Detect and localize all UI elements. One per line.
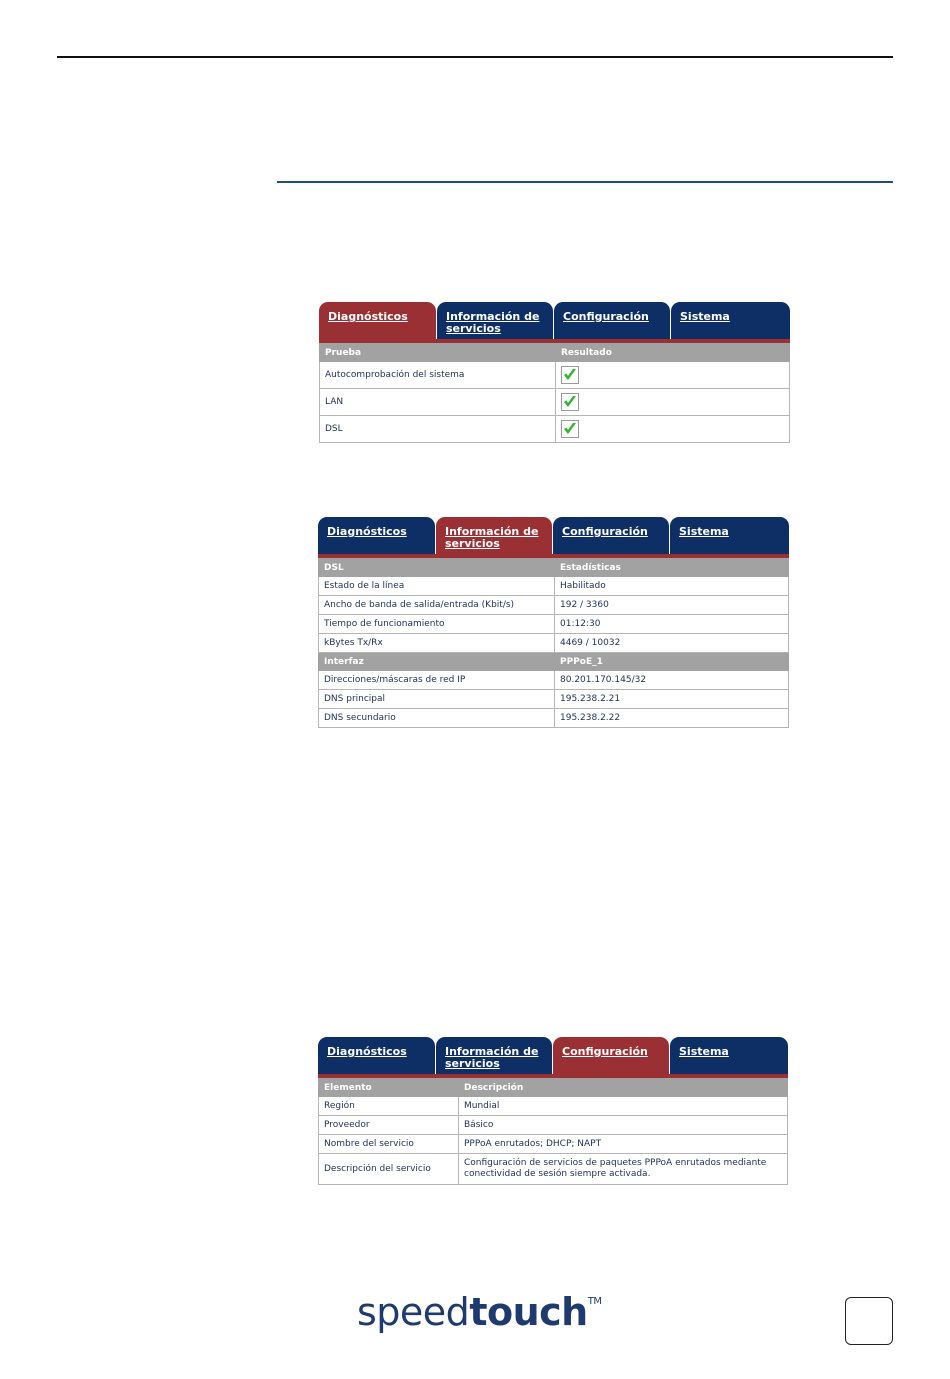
row-label: Tiempo de funcionamiento [319, 615, 555, 634]
table-row [319, 596, 789, 615]
page-number-box [845, 1297, 893, 1345]
row-label: kBytes Tx/Rx [319, 634, 555, 653]
tab-bar [318, 517, 789, 554]
row-label: Direcciones/máscaras de red IP [319, 671, 555, 690]
table-row [319, 709, 789, 728]
tab-diagnosticos[interactable]: Diagnósticos [319, 302, 436, 339]
row-value: Básico [459, 1116, 788, 1135]
row-value: 195.238.2.22 [555, 709, 789, 728]
table-row [320, 389, 790, 416]
table-row [319, 1135, 788, 1154]
column-header: Resultado [556, 344, 790, 362]
tab-informacion-servicios[interactable]: Información de servicios [437, 302, 553, 339]
tab-diagnosticos[interactable]: Diagnósticos [318, 517, 435, 554]
column-header: DSL [319, 559, 555, 577]
section-rule [277, 181, 893, 183]
tab-informacion-servicios[interactable]: Información de servicios [436, 517, 552, 554]
tab-sistema[interactable]: Sistema [670, 517, 789, 554]
table-header [319, 559, 789, 577]
row-value: 4469 / 10032 [555, 634, 789, 653]
diagnostics-panel [319, 302, 790, 443]
check-icon [561, 393, 579, 411]
column-header: Estadísticas [555, 559, 789, 577]
row-label: Ancho de banda de salida/entrada (Kbit/s) [319, 596, 555, 615]
tab-diagnosticos[interactable]: Diagnósticos [318, 1037, 435, 1074]
tab-informacion-servicios[interactable]: Información de servicios [436, 1037, 552, 1074]
tab-configuracion[interactable]: Configuración [554, 302, 670, 339]
row-value: 01:12:30 [555, 615, 789, 634]
row-label: Descripción del servicio [319, 1154, 459, 1185]
top-rule [57, 56, 893, 58]
table-section-header [319, 653, 789, 671]
test-label: DSL [320, 416, 556, 443]
column-header: PPPoE_1 [555, 653, 789, 671]
table-row [319, 1116, 788, 1135]
column-header: Elemento [319, 1079, 459, 1097]
row-label: Proveedor [319, 1116, 459, 1135]
table-row [319, 1097, 788, 1116]
tab-sistema[interactable]: Sistema [670, 1037, 788, 1074]
diagnostics-table [319, 343, 790, 443]
table-row [319, 1154, 788, 1185]
table-row [319, 634, 789, 653]
service-info-panel [318, 517, 789, 728]
table-header [320, 344, 790, 362]
speedtouch-logo: speedtouch™ [357, 1290, 602, 1334]
row-value: Mundial [459, 1097, 788, 1116]
test-label: Autocomprobación del sistema [320, 362, 556, 389]
table-row [319, 577, 789, 596]
row-value: Habilitado [555, 577, 789, 596]
table-row [320, 416, 790, 443]
table-row [319, 690, 789, 709]
check-icon [561, 366, 579, 384]
service-info-table [318, 558, 789, 728]
row-label: DNS principal [319, 690, 555, 709]
tab-configuracion[interactable]: Configuración [553, 517, 669, 554]
check-icon [561, 420, 579, 438]
tab-sistema[interactable]: Sistema [671, 302, 790, 339]
tab-bar [318, 1037, 788, 1074]
table-row [319, 671, 789, 690]
configuration-table [318, 1078, 788, 1185]
table-header [319, 1079, 788, 1097]
row-value: Configuración de servicios de paquetes PPPoA enrutados mediante conectividad de sesión siempre activada. [459, 1154, 788, 1185]
row-value: 195.238.2.21 [555, 690, 789, 709]
row-value: 192 / 3360 [555, 596, 789, 615]
column-header: Prueba [320, 344, 556, 362]
table-row [320, 362, 790, 389]
tab-configuracion[interactable]: Configuración [553, 1037, 669, 1074]
column-header: Interfaz [319, 653, 555, 671]
tab-bar [319, 302, 790, 339]
column-header: Descripción [459, 1079, 788, 1097]
table-row [319, 615, 789, 634]
row-label: Nombre del servicio [319, 1135, 459, 1154]
row-label: Región [319, 1097, 459, 1116]
row-value: PPPoA enrutados; DHCP; NAPT [459, 1135, 788, 1154]
configuration-panel [318, 1037, 788, 1185]
test-label: LAN [320, 389, 556, 416]
row-label: DNS secundario [319, 709, 555, 728]
row-value: 80.201.170.145/32 [555, 671, 789, 690]
row-label: Estado de la línea [319, 577, 555, 596]
